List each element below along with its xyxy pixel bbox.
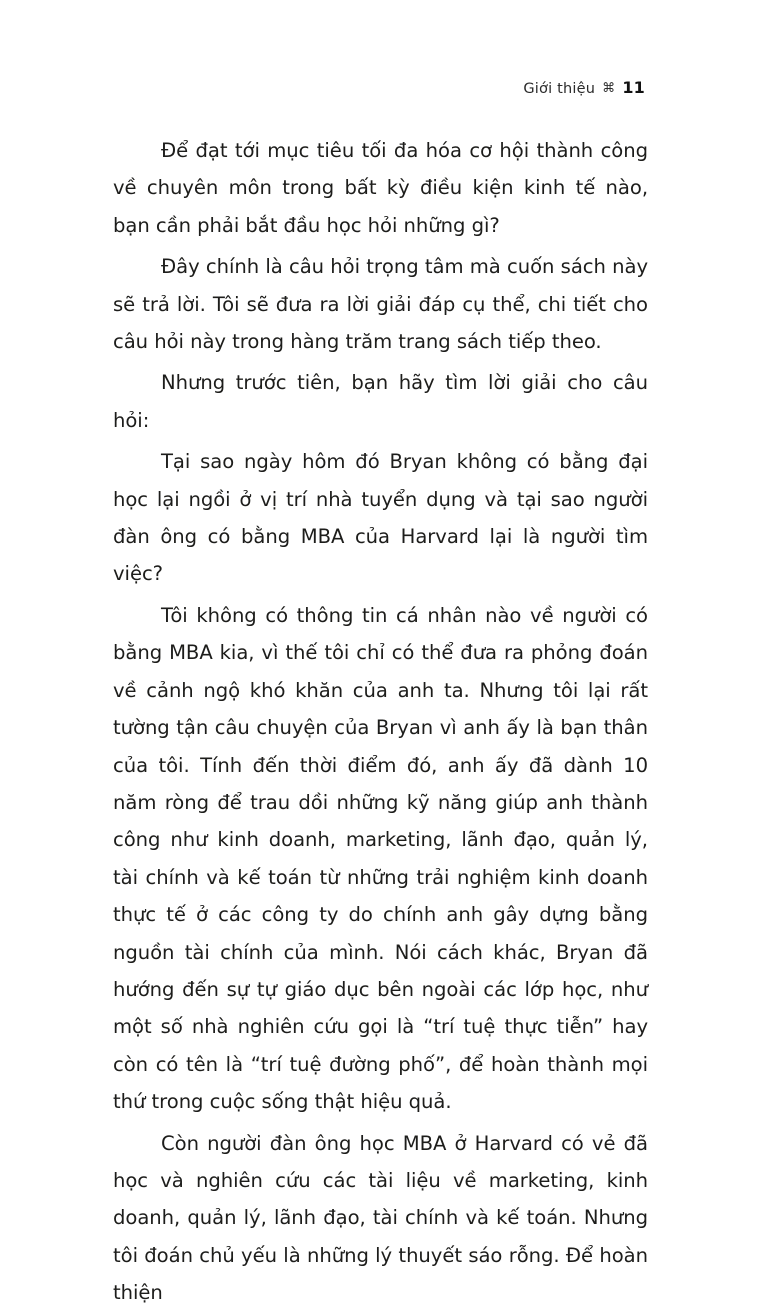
command-ornament-icon: ⌘	[602, 81, 616, 96]
body-text-column	[113, 132, 648, 1312]
paragraph: Còn người đàn ông học MBA ở Harvard có vẻ đã học và nghiên cứu các tài liệu về marketing, kinh doanh, quản lý, lãnh đạo, tài chính và kế toán. Nhưng tôi đoán chủ yếu là những lý thuyết sáo rỗng. Để hoàn thiện	[113, 1131, 648, 1305]
chapter-label: Giới thiệu	[523, 81, 596, 97]
page-number: 11	[622, 78, 645, 97]
paragraph: Nhưng trước tiên, bạn hãy tìm lời giải cho câu hỏi:	[113, 371, 648, 432]
page-header	[523, 78, 645, 97]
paragraph: Đây chính là câu hỏi trọng tâm mà cuốn sách này sẽ trả lời. Tôi sẽ đưa ra lời giải đáp cụ thể, chi tiết cho câu hỏi này trong hàng trăm trang sách tiếp theo.	[113, 255, 648, 354]
paragraph: Để đạt tới mục tiêu tối đa hóa cơ hội thành công về chuyên môn trong bất kỳ điều kiện kinh tế nào, bạn cần phải bắt đầu học hỏi những gì?	[113, 139, 648, 237]
paragraph: Tại sao ngày hôm đó Bryan không có bằng đại học lại ngồi ở vị trí nhà tuyển dụng và tại sao người đàn ông có bằng MBA của Harvard lại là người tìm việc?	[113, 450, 648, 586]
paragraph: Tôi không có thông tin cá nhân nào về người có bằng MBA kia, vì thế tôi chỉ có thể đưa ra phỏng đoán về cảnh ngộ khó khăn của anh ta. Nhưng tôi lại rất tường tận câu chuyện của Bryan vì anh ấy là bạn thân của tôi. Tính đến thời điểm đó, anh ấy đã dành 10 năm ròng để trau dồi những kỹ năng giúp anh thành công như kinh doanh, marketing, lãnh đạo, quản lý, tài chính và kế toán từ những trải nghiệm kinh doanh thực tế ở các công ty do chính anh gây dựng bằng nguồn tài chính của mình. Nói cách khác, Bryan đã hướng đến sự tự giáo dục bên ngoài các lớp học, như một số nhà nghiên cứu gọi là “trí tuệ thực tiễn” hay còn có tên là “trí tuệ đường phố”, để hoàn thành mọi thứ trong cuộc sống thật hiệu quả.	[113, 603, 648, 1114]
